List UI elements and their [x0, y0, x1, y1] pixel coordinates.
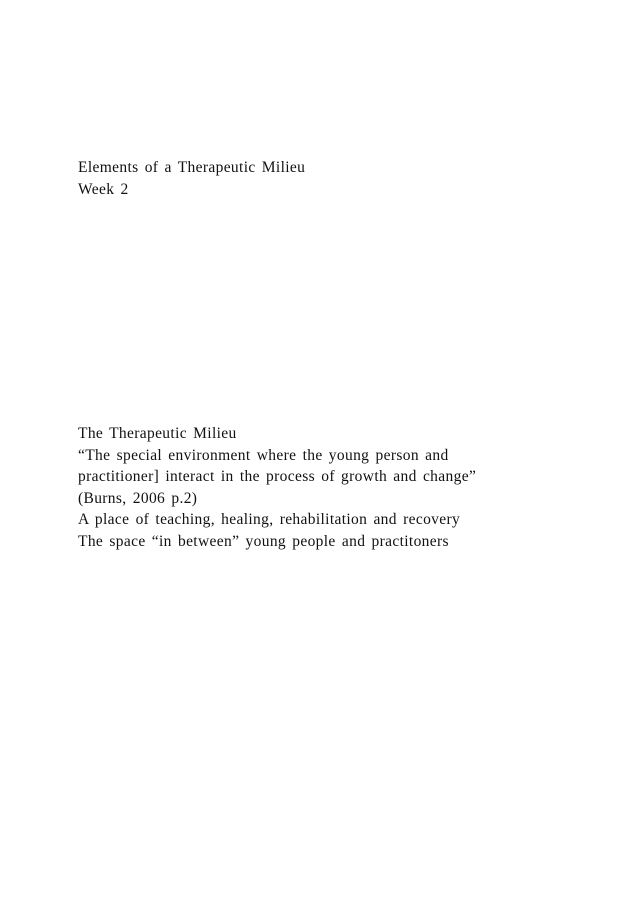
body-block	[78, 423, 618, 552]
quote-line-1: “The special environment where the young person and	[78, 446, 449, 464]
section-heading: The Therapeutic Milieu	[78, 425, 237, 442]
week-label: Week 2	[78, 180, 129, 198]
citation: (Burns, 2006 p.2)	[78, 489, 198, 507]
quote-line-2: practitioner] interact in the process of growth and change”	[78, 468, 477, 485]
body-line-space: The space “in between” young people and practitoners	[78, 532, 449, 550]
document-title: Elements of a Therapeutic Milieu	[78, 159, 306, 176]
body-line-place: A place of teaching, healing, rehabilitation and recovery	[78, 511, 461, 528]
title-block	[78, 157, 618, 200]
